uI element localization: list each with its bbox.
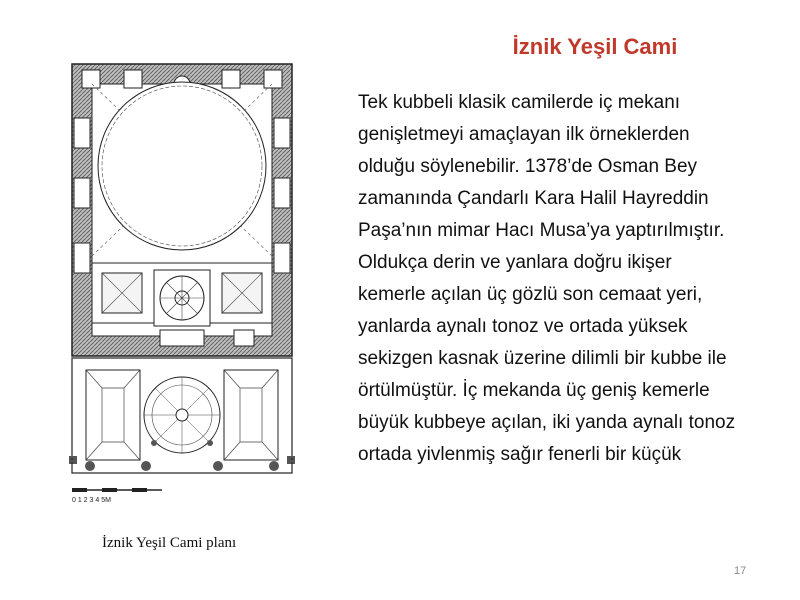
body-paragraph: ortada yivlenmiş sağır fenerli bir küçük [358,444,682,465]
body-paragraph: Paşa’nın mimar Hacı Musa’ya yaptırılmıştır. [358,220,725,241]
body-paragraph: kemerle açılan üç gözlü son cemaat yeri, [358,284,703,305]
scale-bar-label: 0 1 2 3 4 5M [72,497,111,504]
body-paragraph: genişletmeyi amaçlayan ilk örneklerden [358,124,690,145]
body-paragraph: örtülmüştür. İç mekanda üç geniş kemerle [358,380,710,401]
body-text [358,90,788,474]
main-dome [98,82,266,250]
portico [69,358,295,473]
body-paragraph: yanlarda aynalı tonoz ve ortada yüksek [358,316,688,337]
body-paragraph: Oldukça derin ve yanlara doğru ikişer [358,252,672,273]
body-paragraph: zamanında Çandarlı Kara Halil Hayreddin [358,188,709,209]
body-paragraph: sekizgen kasnak üzerine dilimli bir kubbe ile [358,348,727,369]
scale-bar [72,488,162,504]
body-paragraph: olduğu söylenebilir. 1378’de Osman Bey [358,156,698,177]
slide-title: İznik Yeşil Cami [512,34,678,59]
mosque-floor-plan [62,58,302,508]
page-number: 17 [734,565,747,577]
figure-caption: İznik Yeşil Cami planı [102,535,237,551]
body-paragraph: büyük kubbeye açılan, iki yanda aynalı tonoz [358,412,736,433]
body-paragraph: Tek kubbeli klasik camilerde iç mekanı [358,92,681,113]
